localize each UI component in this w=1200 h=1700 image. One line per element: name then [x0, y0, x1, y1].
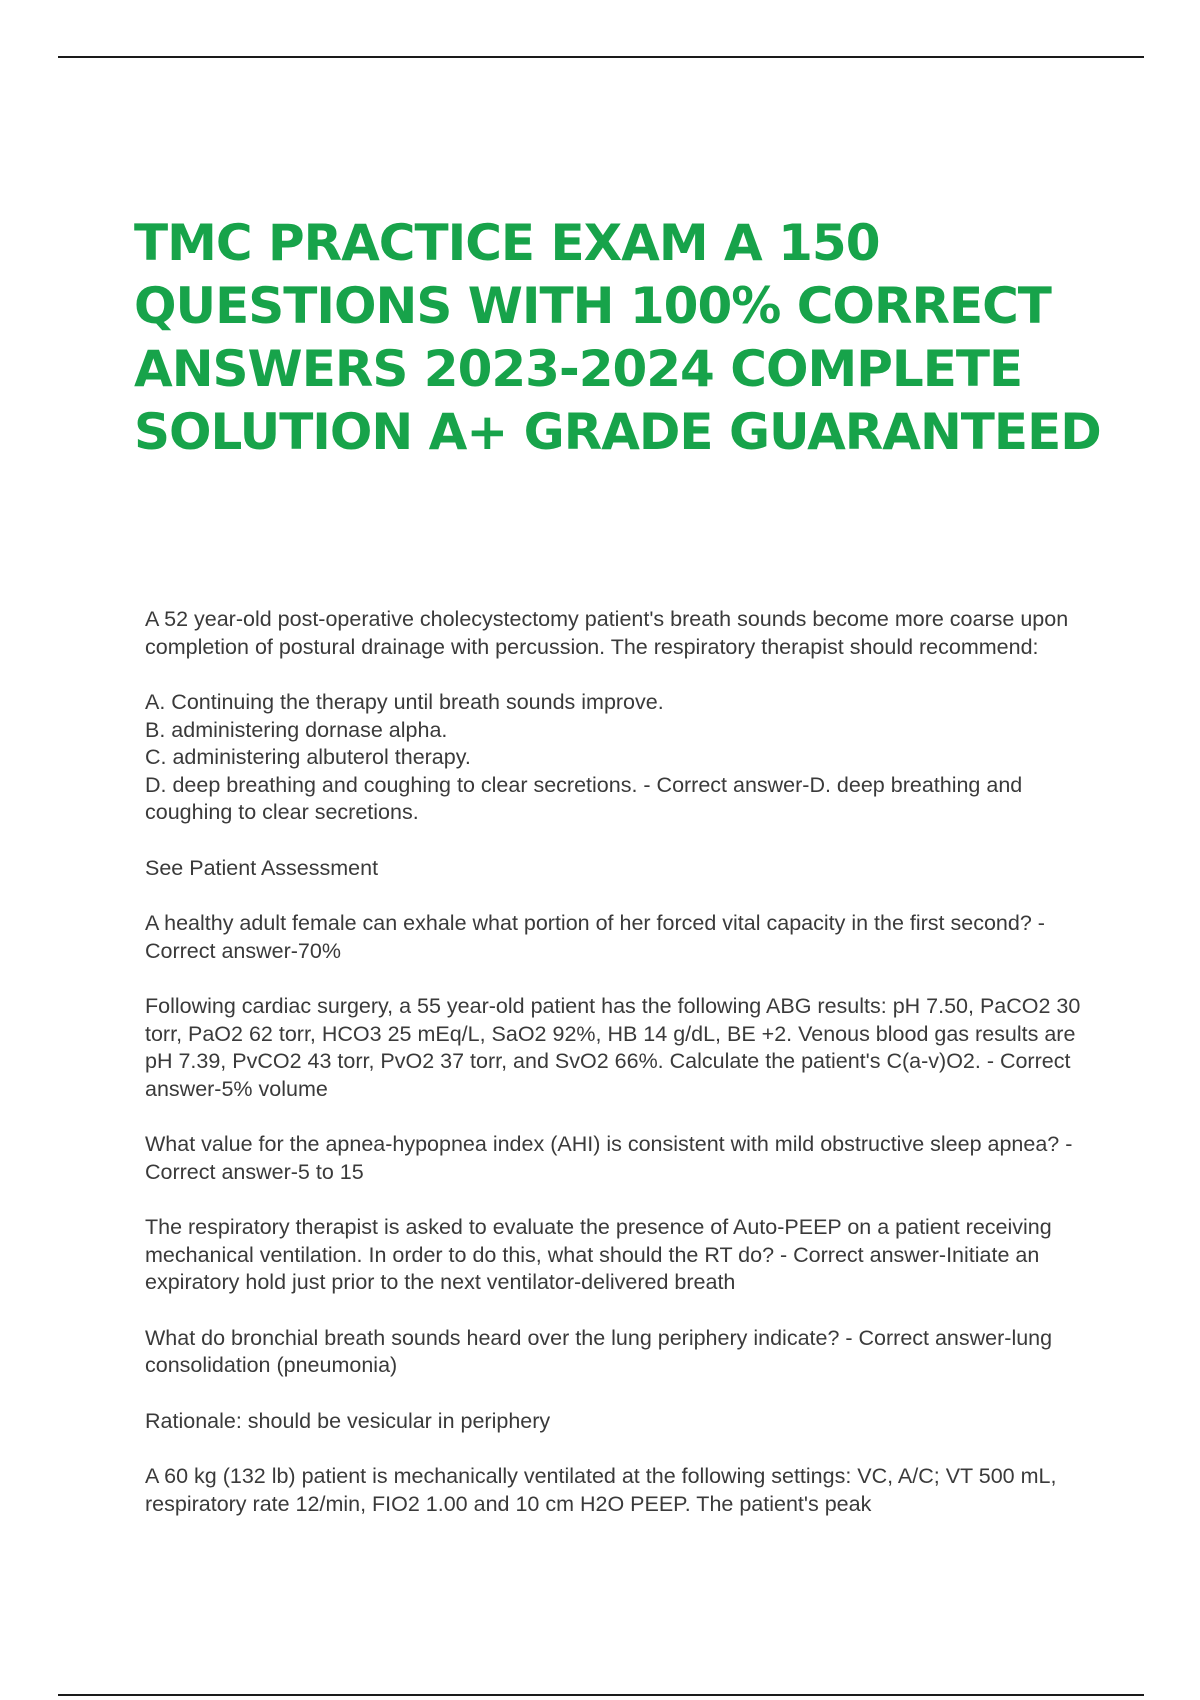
question-1-option-d: D. deep breathing and coughing to clear secretions. - Correct answer-D. deep breathing and coughing to clear secretions.	[145, 772, 1023, 824]
question-6-rationale: Rationale: should be vesicular in periphery	[145, 1408, 551, 1433]
question-3: Following cardiac surgery, a 55 year-old patient has the following ABG results: pH 7.50, PaCO2 30 torr, PaO2 62 torr, HCO3 25 mEq/L, SaO2 92%, HB 14 g/dL, BE +2. Venous blood gas results are pH 7.39, PvCO2 43 torr, PvO2 37 torr, and SvO2 66%. Calculate the patient's C(a-v)O2. - Correct answer-5% volume	[145, 994, 1081, 1101]
question-1-option-a: A. Continuing the therapy until breath sounds improve.	[145, 690, 664, 714]
question-7: A 60 kg (132 lb) patient is mechanically ventilated at the following settings: VC, A/C; VT 500 mL, respiratory rate 12/min, FIO2 1.00 and 10 cm H2O PEEP. The patient's peak	[145, 1464, 1057, 1516]
question-2: A healthy adult female can exhale what portion of her forced vital capacity in the first second? - Correct answer-70%	[145, 911, 1045, 963]
question-6: What do bronchial breath sounds heard over the lung periphery indicate? - Correct answer-lung consolidation (pneumonia)	[145, 1325, 1053, 1377]
top-divider	[58, 56, 1144, 58]
question-1-stem: A 52 year-old post-operative cholecystectomy patient's breath sounds become more coarse upon completion of postural drainage with percussion. The respiratory therapist should recommend:	[145, 607, 1069, 659]
question-5: The respiratory therapist is asked to evaluate the presence of Auto-PEEP on a patient receiving mechanical ventilation. In order to do this, what should the RT do? - Correct answer-Initiate an expiratory hold just prior to the next ventilator-delivered breath	[145, 1215, 1052, 1294]
question-4: What value for the apnea-hypopnea index (AHI) is consistent with mild obstructive sleep apnea? - Correct answer-5 to 15	[145, 1132, 1073, 1184]
question-1-option-b: B. administering dornase alpha.	[145, 717, 448, 742]
bottom-divider	[58, 1694, 1144, 1696]
document-title: TMC PRACTICE EXAM A 150 QUESTIONS WITH 100% CORRECT ANSWERS 2023-2024 COMPLETE SOLUTION A+ GRADE GUARANTEED	[134, 214, 1101, 461]
question-1-note: See Patient Assessment	[145, 855, 379, 880]
question-content	[145, 606, 1090, 1546]
question-1-option-c: C. administering albuterol therapy.	[145, 745, 471, 769]
